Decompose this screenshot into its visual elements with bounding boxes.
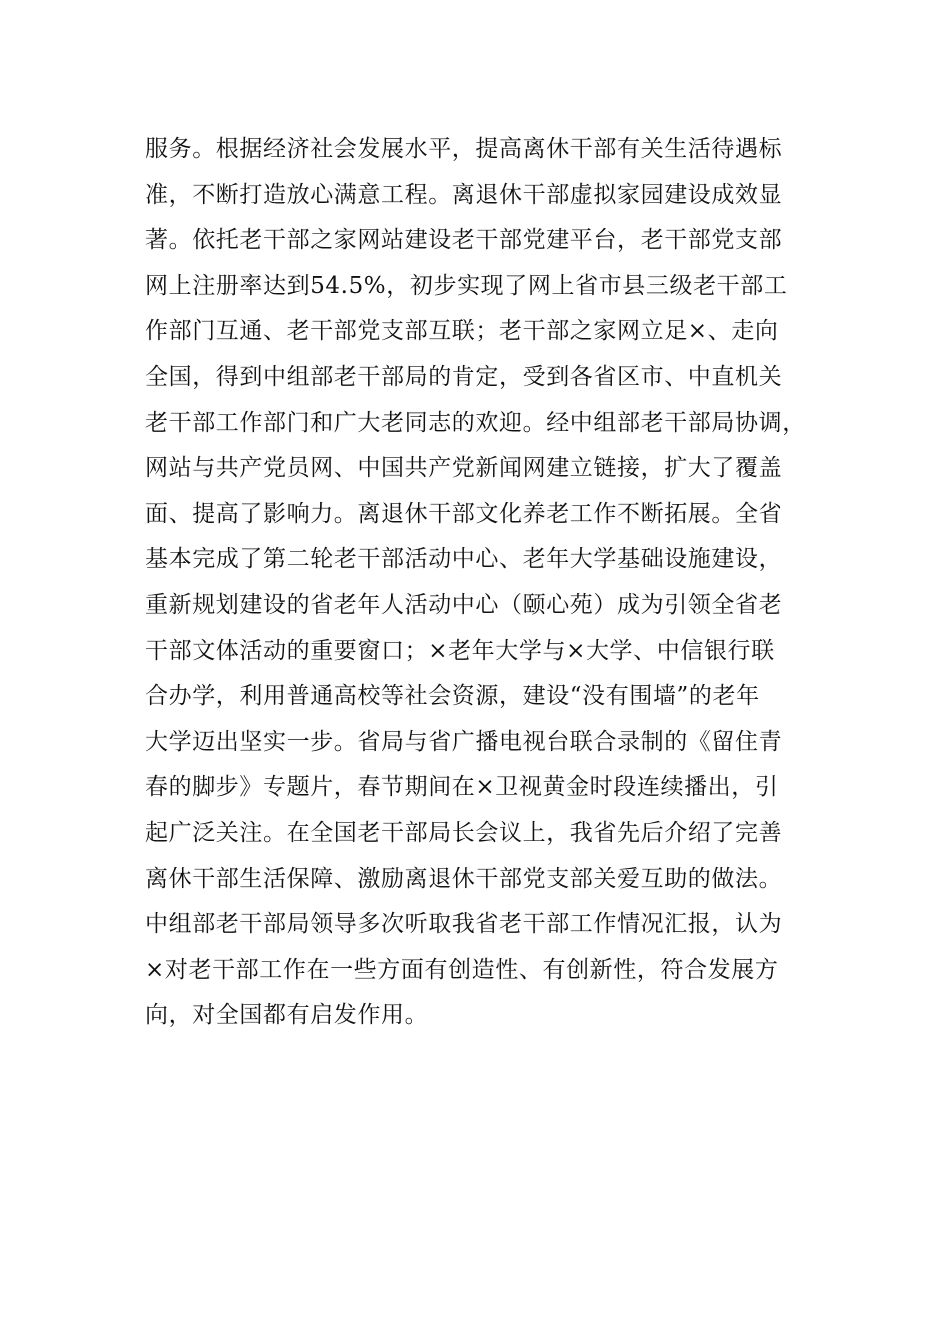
text-line-20: 向，对全国都有启发作用。 [145,1002,429,1029]
text-line-18: 中组部老干部局领导多次听取我省老干部工作情况汇报，认为 [145,911,783,938]
text-line-7: 老干部工作部门和广大老同志的欢迎。经中组部老干部局协调， [145,409,806,436]
text-line-12: 干部文体活动的重要窗口；×老年大学与×大学、中信银行联 [145,637,775,664]
text-line-5: 作部门互通、老干部党支部互联；老干部之家网立足×、走向 [145,318,779,345]
text-line-19: ×对老干部工作在一些方面有创造性、有创新性，符合发展方 [145,956,779,983]
text-line-3: 著。依托老干部之家网站建设老干部党建平台，老干部党支部 [145,227,783,254]
text-line-16: 起广泛关注。在全国老干部局长会议上，我省先后介绍了完善 [145,819,783,846]
text-line-17: 离休干部生活保障、激励离退休干部党支部关爱互助的做法。 [145,865,783,892]
text-line-1: 服务。根据经济社会发展水平，提高离休干部有关生活待遇标 [145,136,783,162]
text-line-14: 大学迈出坚实一步。省局与省广播电视台联合录制的《留住青 [145,728,783,755]
text-line-13: 合办学，利用普通高校等社会资源，建设“没有围墙”的老年 [145,683,760,710]
text-line-4: 网上注册率达到54.5%，初步实现了网上省市县三级老干部工 [145,272,788,299]
body-paragraph [145,127,825,1039]
text-line-15: 春的脚步》专题片，春节期间在×卫视黄金时段连续播出，引 [145,774,779,801]
text-line-6: 全国，得到中组部老干部局的肯定，受到各省区市、中直机关 [145,363,783,390]
text-line-2: 准，不断打造放心满意工程。离退休干部虚拟家园建设成效显 [145,181,783,208]
text-line-9: 面、提高了影响力。离退休干部文化养老工作不断拓展。全省 [145,500,783,527]
text-line-10: 基本完成了第二轮老干部活动中心、老年大学基础设施建设， [145,546,783,573]
text-line-11: 重新规划建设的省老年人活动中心（颐心苑）成为引领全省老 [145,591,783,618]
text-line-8: 网站与共产党员网、中国共产党新闻网建立链接，扩大了覆盖 [145,455,783,482]
